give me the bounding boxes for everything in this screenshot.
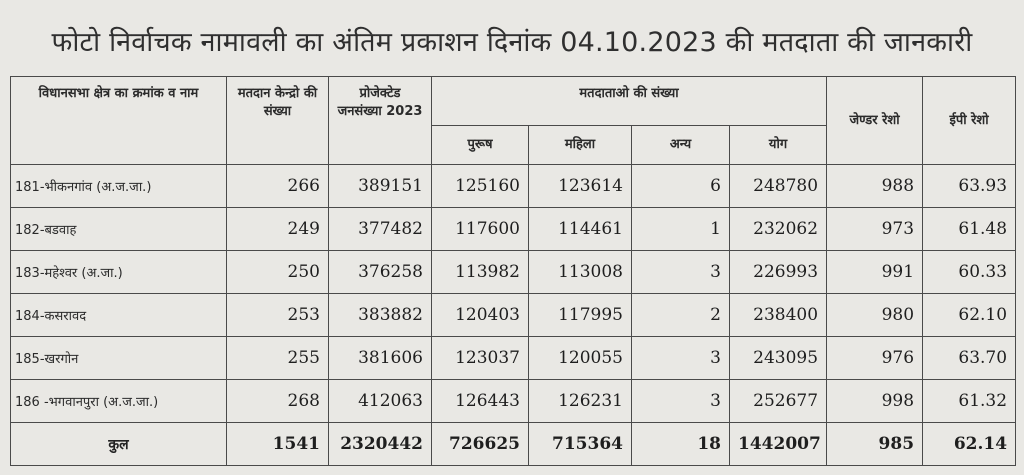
ep-ratio-value: 61.32 — [923, 380, 1016, 423]
table-row — [11, 380, 1016, 423]
total-population: 2320442 — [329, 423, 432, 466]
header-projected-population: प्रोजेक्टेड जनसंख्या 2023 — [329, 77, 432, 165]
population-value: 376258 — [329, 251, 432, 294]
population-value: 389151 — [329, 165, 432, 208]
female-value: 123614 — [529, 165, 632, 208]
male-value: 123037 — [432, 337, 529, 380]
gender-ratio-value: 976 — [827, 337, 923, 380]
ep-ratio-value: 60.33 — [923, 251, 1016, 294]
female-value: 120055 — [529, 337, 632, 380]
population-value: 381606 — [329, 337, 432, 380]
header-polling-centres: मतदान केन्द्रो की संख्या — [227, 77, 329, 165]
total-value: 238400 — [730, 294, 827, 337]
header-voters-group: मतदाताओ की संख्या — [432, 77, 827, 126]
constituency-name: 185-खरगोन — [11, 337, 227, 380]
other-value: 1 — [632, 208, 730, 251]
male-value: 126443 — [432, 380, 529, 423]
other-value: 3 — [632, 251, 730, 294]
female-value: 113008 — [529, 251, 632, 294]
header-total: योग — [730, 126, 827, 165]
female-value: 114461 — [529, 208, 632, 251]
other-value: 2 — [632, 294, 730, 337]
ep-ratio-value: 61.48 — [923, 208, 1016, 251]
constituency-name: 182-बडवाह — [11, 208, 227, 251]
total-value: 232062 — [730, 208, 827, 251]
total-gender-ratio: 985 — [827, 423, 923, 466]
header-other: अन्य — [632, 126, 730, 165]
total-value: 243095 — [730, 337, 827, 380]
total-polling-centres: 1541 — [227, 423, 329, 466]
population-value: 412063 — [329, 380, 432, 423]
polling-centres-value: 253 — [227, 294, 329, 337]
constituency-name: 184-कसरावद — [11, 294, 227, 337]
ep-ratio-value: 63.93 — [923, 165, 1016, 208]
polling-centres-value: 268 — [227, 380, 329, 423]
table-row — [11, 337, 1016, 380]
gender-ratio-value: 988 — [827, 165, 923, 208]
ep-ratio-value: 63.70 — [923, 337, 1016, 380]
other-value: 3 — [632, 337, 730, 380]
total-label: कुल — [11, 423, 227, 466]
constituency-name: 181-भीकनगांव (अ.ज.जा.) — [11, 165, 227, 208]
total-other: 18 — [632, 423, 730, 466]
population-value: 383882 — [329, 294, 432, 337]
header-ep-ratio: ईपी रेशो — [923, 77, 1016, 165]
table-row — [11, 251, 1016, 294]
total-row — [11, 423, 1016, 466]
table-row — [11, 165, 1016, 208]
total-male: 726625 — [432, 423, 529, 466]
voter-data-table — [10, 76, 1016, 466]
gender-ratio-value: 998 — [827, 380, 923, 423]
total-value: 252677 — [730, 380, 827, 423]
total-value: 226993 — [730, 251, 827, 294]
page-title: फोटो निर्वाचक नामावली का अंतिम प्रकाशन दिनांक 04.10.2023 की मतदाता की जानकारी — [51, 27, 973, 58]
male-value: 120403 — [432, 294, 529, 337]
gender-ratio-value: 980 — [827, 294, 923, 337]
polling-centres-value: 255 — [227, 337, 329, 380]
header-constituency: विधानसभा क्षेत्र का क्रमांक व नाम — [11, 77, 227, 165]
polling-centres-value: 266 — [227, 165, 329, 208]
header-female: महिला — [529, 126, 632, 165]
total-voters: 1442007 — [730, 423, 827, 466]
polling-centres-value: 249 — [227, 208, 329, 251]
gender-ratio-value: 991 — [827, 251, 923, 294]
table-row — [11, 294, 1016, 337]
other-value: 3 — [632, 380, 730, 423]
population-value: 377482 — [329, 208, 432, 251]
female-value: 117995 — [529, 294, 632, 337]
total-female: 715364 — [529, 423, 632, 466]
male-value: 113982 — [432, 251, 529, 294]
male-value: 125160 — [432, 165, 529, 208]
polling-centres-value: 250 — [227, 251, 329, 294]
header-gender-ratio: जेण्डर रेशो — [827, 77, 923, 165]
total-ep-ratio: 62.14 — [923, 423, 1016, 466]
other-value: 6 — [632, 165, 730, 208]
female-value: 126231 — [529, 380, 632, 423]
gender-ratio-value: 973 — [827, 208, 923, 251]
total-value: 248780 — [730, 165, 827, 208]
table-row — [11, 208, 1016, 251]
constituency-name: 183-महेश्वर (अ.जा.) — [11, 251, 227, 294]
male-value: 117600 — [432, 208, 529, 251]
constituency-name: 186 -भगवानपुरा (अ.ज.जा.) — [11, 380, 227, 423]
ep-ratio-value: 62.10 — [923, 294, 1016, 337]
header-male: पुरूष — [432, 126, 529, 165]
